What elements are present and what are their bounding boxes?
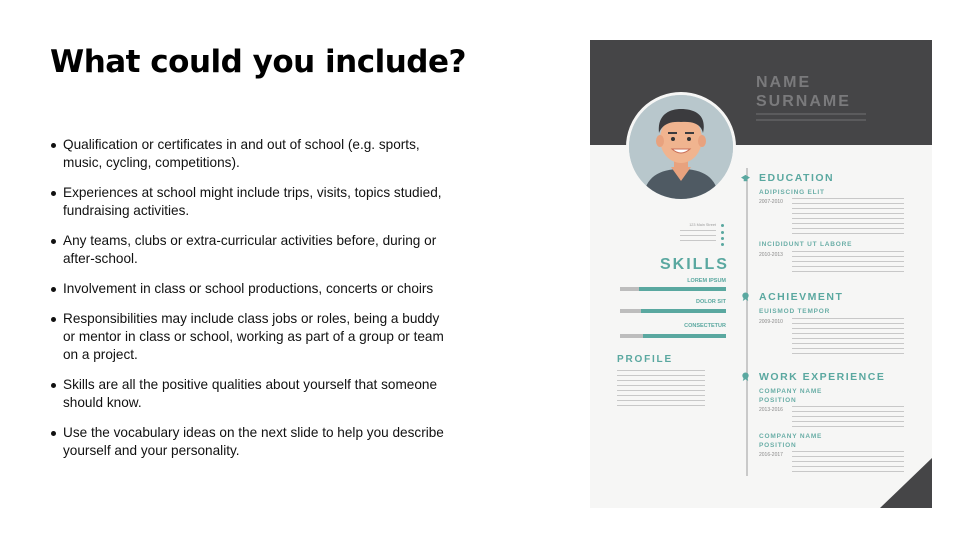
award-icon: [741, 372, 750, 381]
location-icon: [721, 224, 724, 227]
skill-label: CONSECTETUR: [684, 323, 726, 329]
education-title: EDUCATION: [759, 172, 835, 184]
profile-text-lines: [617, 370, 705, 410]
contact-lines: [680, 230, 716, 242]
resume-name-last: SURNAME: [756, 93, 851, 110]
work-company: COMPANY NAME: [759, 388, 823, 395]
education-item-title: ADIPISCING ELIT: [759, 189, 825, 196]
work-position: POSITION: [759, 442, 797, 449]
bullet-item: Involvement in class or school productions, concerts or choirs: [48, 280, 448, 298]
phone-icon: [721, 231, 724, 234]
skill-label: DOLOR SIT: [696, 299, 726, 305]
corner-decoration: [880, 458, 932, 508]
education-item-year: 2010-2013: [759, 252, 783, 258]
profile-title: PROFILE: [617, 354, 673, 365]
work-year: 2016-2017: [759, 452, 783, 458]
resume-name-first: NAME: [756, 74, 812, 91]
achievement-item-text: [792, 318, 904, 354]
resume-name: [756, 73, 851, 111]
resume-name-placeholder-lines: [756, 113, 866, 115]
graduation-cap-icon: [741, 174, 750, 183]
achievement-title: ACHIEVMENT: [759, 291, 844, 303]
achievement-item-title: EUISMOD TEMPOR: [759, 308, 831, 315]
skill-label: LOREM IPSUM: [687, 278, 726, 284]
resume-image: [590, 40, 932, 508]
bullet-item: Qualification or certificates in and out of school (e.g. sports, music, cycling, competitions).: [48, 136, 448, 172]
education-item-year: 2007-2010: [759, 199, 783, 205]
bullet-item: Responsibilities may include class jobs or roles, being a buddy or mentor in class or school, working as part of a group or team on a project.: [48, 310, 448, 364]
avatar: [626, 92, 736, 202]
award-icon: [741, 292, 750, 301]
skill-bar: [620, 287, 726, 291]
education-item-title: INCIDIDUNT UT LABORE: [759, 241, 853, 248]
work-company: COMPANY NAME: [759, 433, 823, 440]
avatar-illustration: [629, 95, 733, 199]
achievement-item-year: 2009-2010: [759, 319, 783, 325]
work-item-text: [792, 406, 904, 428]
work-experience-title: WORK EXPERIENCE: [759, 371, 886, 383]
bullet-list: [48, 136, 448, 472]
work-year: 2013-2016: [759, 407, 783, 413]
contact-placeholder: 123 Main Street: [689, 223, 716, 227]
skill-bar: [620, 309, 726, 313]
skills-title: SKILLS: [660, 256, 729, 273]
education-item-text: [792, 251, 904, 273]
work-position: POSITION: [759, 397, 797, 404]
bullet-item: Use the vocabulary ideas on the next slide to help you describe yourself and your personality.: [48, 424, 448, 460]
timeline-line: [746, 168, 748, 476]
bullet-item: Any teams, clubs or extra-curricular activities before, during or after-school.: [48, 232, 448, 268]
slide-title: What could you include?: [50, 44, 466, 80]
email-icon: [721, 237, 724, 240]
education-item-text: [792, 198, 904, 234]
bullet-item: Experiences at school might include trips, visits, topics studied, fundraising activities.: [48, 184, 448, 220]
bullet-item: Skills are all the positive qualities about yourself that someone should know.: [48, 376, 448, 412]
web-icon: [721, 243, 724, 246]
skill-bar: [620, 334, 726, 338]
